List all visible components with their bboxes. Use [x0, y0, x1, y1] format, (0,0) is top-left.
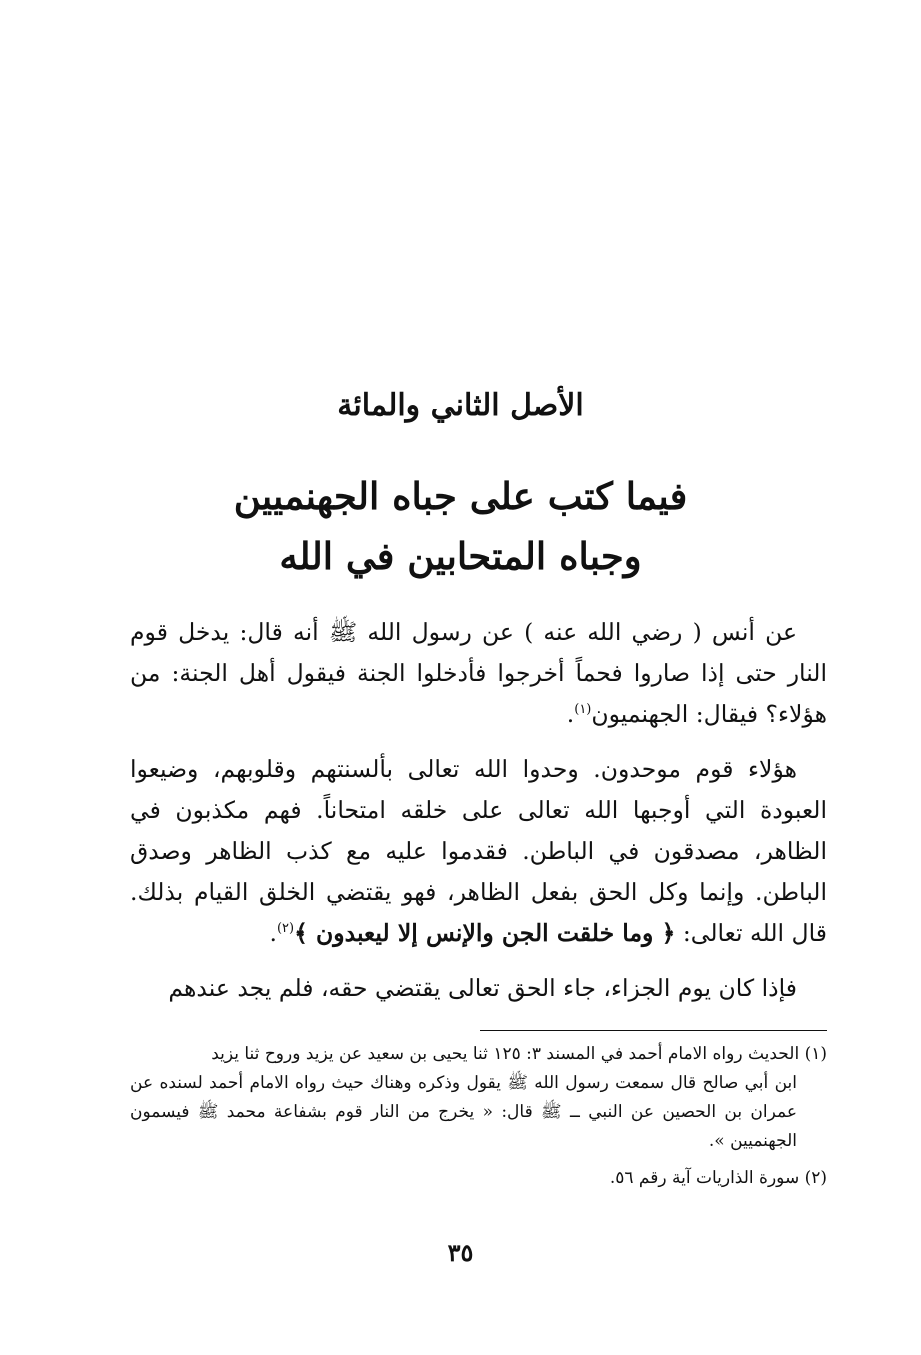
page-number: ٣٥: [447, 1238, 474, 1267]
footnotes: [130, 1040, 827, 1201]
footnote-1: [130, 1040, 827, 1156]
paragraph-hadith: [130, 612, 827, 735]
paragraph-commentary: [130, 749, 827, 954]
chapter-number: الأصل الثاني والمائة: [337, 388, 584, 423]
footnote-reference-1: (١): [574, 702, 592, 718]
chapter-title-line-1: فيما كتب على جباه الجهنميين: [233, 474, 688, 518]
paragraph-continuation: فإذا كان يوم الجزاء، جاء الحق تعالى يقتضي حقه، فلم يجد عندهم: [168, 974, 797, 1002]
paragraph-commentary-text: هؤلاء قوم موحدون. وحدوا الله تعالى بألسنتهم وقلوبهم، وضيعوا العبودة التي أوجبها الله تعالى على خلقه امتحاناً. فهم مكذبون في الظاهر، مصدقون في الباطن. فقدموا عليه مع كذب الظاهر وصدق الباطن. وإنما وكل الحق بفعل الظاهر، فهو يقتضي الخلق القيام بذلك. قال الله تعالى:: [130, 755, 827, 947]
chapter-title: [0, 466, 921, 586]
body-text: [130, 612, 827, 1009]
quran-verse: ﴿ وما خلقت الجن والإنس إلا ليعبدون ﴾: [294, 919, 676, 947]
paragraph-commentary-end: .: [269, 919, 277, 947]
footnote-divider: [480, 1030, 827, 1031]
paragraph-hadith-end: .: [566, 700, 575, 728]
footnote-reference-2: (٢): [276, 921, 295, 937]
paragraph-hadith-text: عن أنس ( رضي الله عنه ) عن رسول الله ﷺ أنه قال: يدخل قوم النار حتى إذا صاروا فحماً أخرجوا فأدخلوا الجنة فيقول أهل الجنة: من هؤلاء؟ فيقال: الجهنميون: [130, 618, 827, 728]
footnote-1-continuation: ابن أبي صالح قال سمعت رسول الله ﷺ يقول وذكره وهناك حيث رواه الامام أحمد لسنده عن عمران بن الحصين عن النبي ــ ﷺ قال: « يخرج من النار قوم بشفاعة محمد ﷺ فيسمون الجهنميين ».: [130, 1073, 797, 1151]
chapter-title-line-2: وجباه المتحابين في الله: [279, 534, 642, 578]
footnote-2: (٢) سورة الذاريات آية رقم ٥٦.: [609, 1168, 827, 1188]
footnote-1-text: (١) الحديث رواه الامام أحمد في المسند ٣: ١٢٥ ثنا يحيى بن سعيد عن يزيد وروح ثنا يزيد: [211, 1044, 827, 1064]
